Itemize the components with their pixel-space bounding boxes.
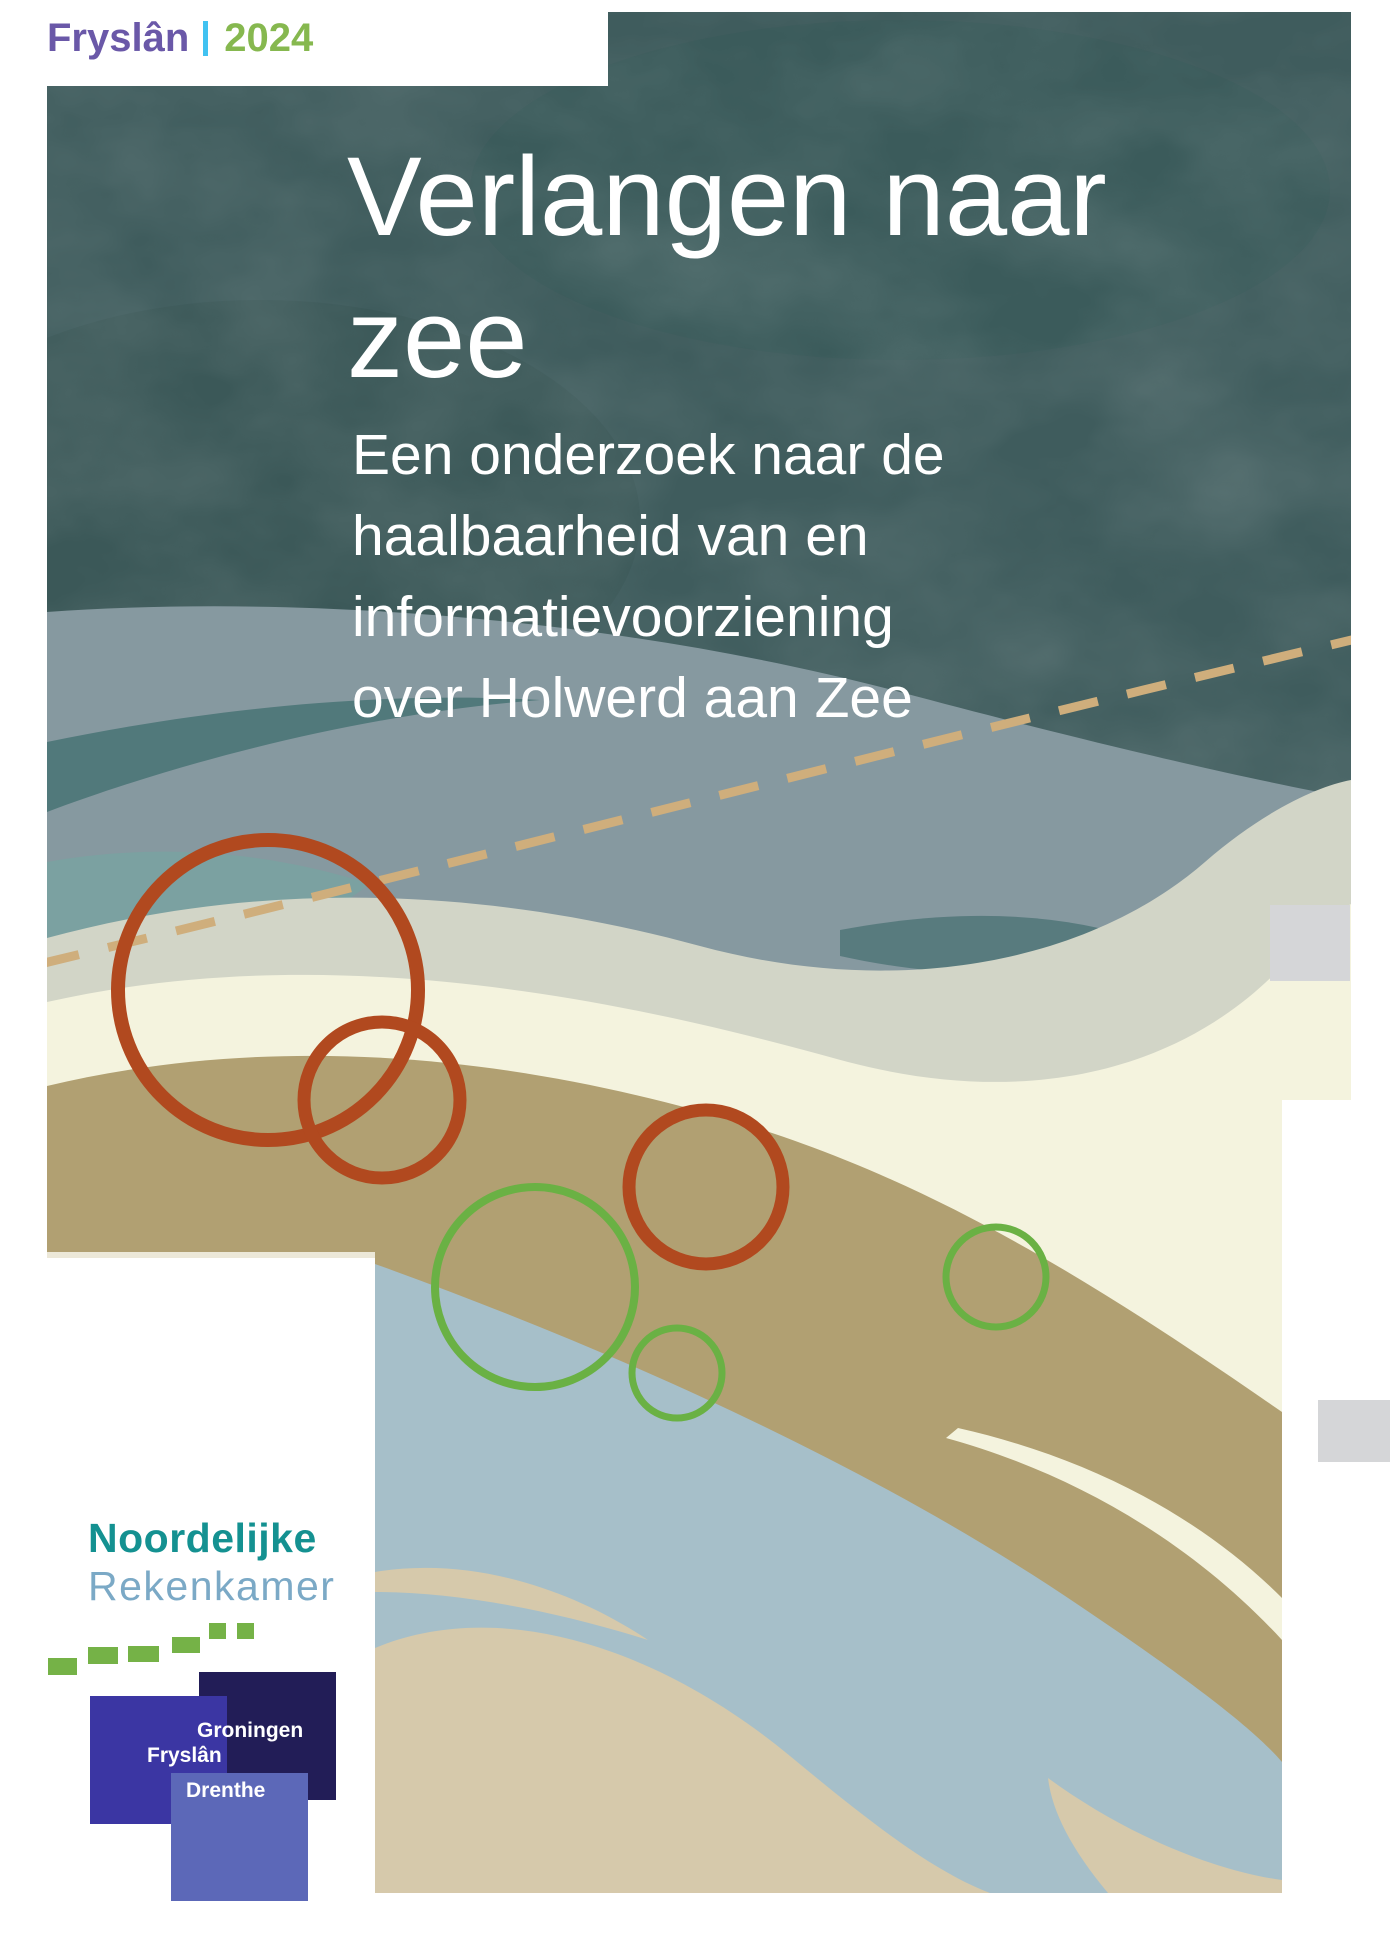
cover-subtitle-line1: Een onderzoek naar de <box>352 423 945 487</box>
edition-year: 2024 <box>224 16 314 60</box>
province-label-drenthe: Drenthe <box>186 1779 266 1802</box>
gray-edge-block-lower <box>1318 1400 1390 1462</box>
org-logo <box>88 1516 335 1609</box>
cover-subtitle-line2: haalbaarheid van en <box>352 504 869 568</box>
cover-title <box>347 126 1107 410</box>
logo-step-dash-2 <box>88 1647 118 1664</box>
logo-step-dash-3 <box>128 1646 159 1662</box>
cover-title-line1: Verlangen naar <box>347 134 1107 259</box>
logo-step-dash-4 <box>172 1637 200 1653</box>
logo-step-square-5 <box>209 1623 226 1639</box>
org-name-secondary: Rekenkamer <box>88 1563 336 1610</box>
edition-divider-bar <box>203 21 208 56</box>
logo-step-dash-1 <box>48 1658 77 1675</box>
edition-region: Fryslân <box>47 16 190 60</box>
org-name-primary: Noordelijke <box>88 1515 317 1561</box>
edition-line <box>47 18 313 58</box>
logo-step-square-6 <box>237 1623 254 1639</box>
province-label-fryslan: Fryslân <box>147 1744 222 1767</box>
gray-edge-block-upper <box>1270 905 1350 981</box>
cover-subtitle <box>352 415 945 739</box>
cover-subtitle-line4: over Holwerd aan Zee <box>352 666 913 730</box>
cover-title-line2: zee <box>347 276 528 401</box>
province-label-groningen: Groningen <box>197 1719 304 1742</box>
cover-subtitle-line3: informatievoorziening <box>352 585 894 649</box>
